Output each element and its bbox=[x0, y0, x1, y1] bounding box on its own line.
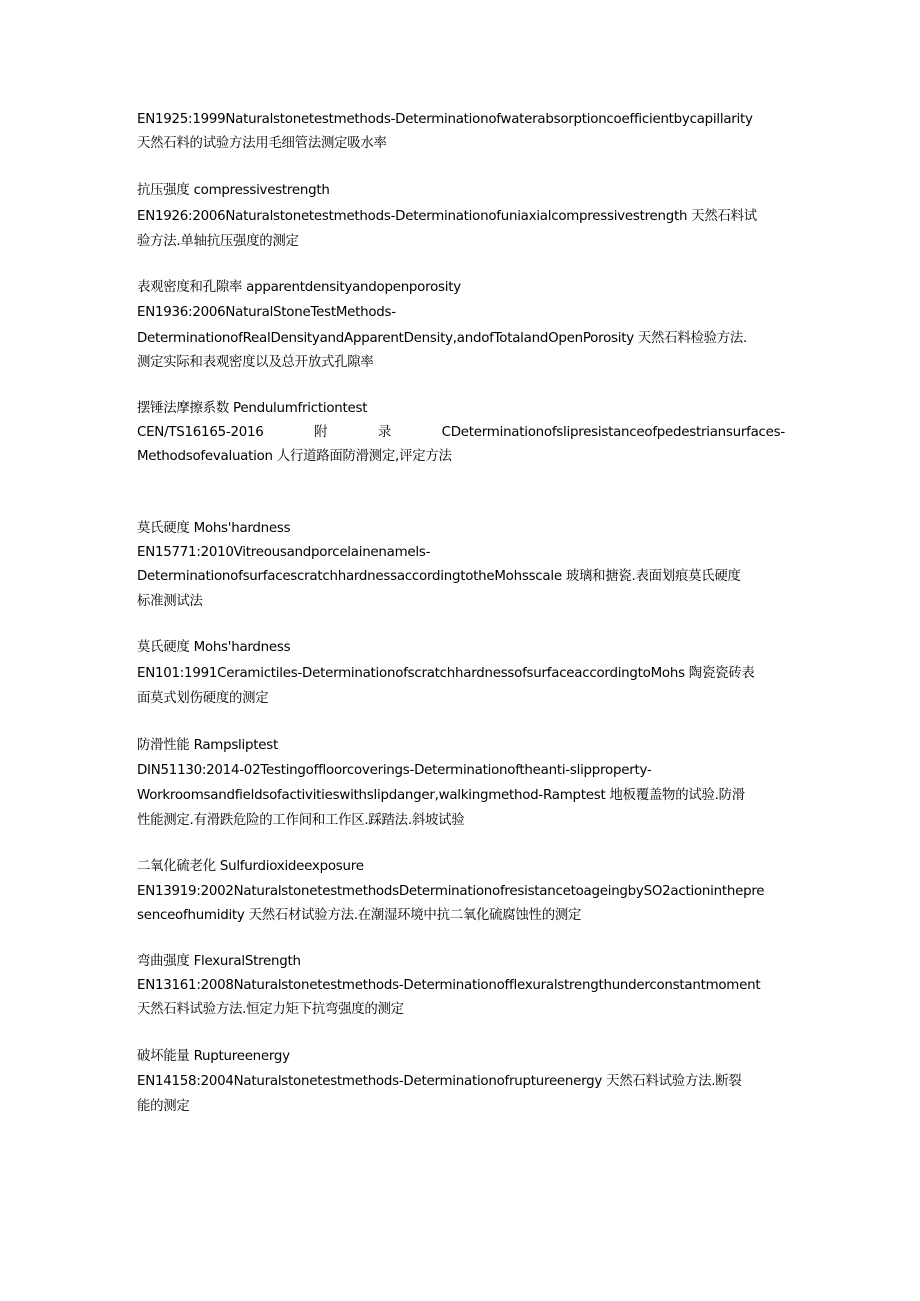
s0-line-0: EN1925:1999Naturalstonetestmethods-Determinationofwaterabsorptioncoefficientbycapillarity bbox=[137, 112, 753, 127]
s2-line-3: 测定实际和表观密度以及总开放式孔隙率 bbox=[137, 355, 374, 370]
s9-heading: 破坏能量 Ruptureenergy bbox=[137, 1049, 290, 1064]
s9-line-2: 能的测定 bbox=[137, 1099, 190, 1114]
s3-justified-line bbox=[137, 423, 785, 443]
s5-line-2: 面莫式划伤硬度的测定 bbox=[137, 691, 269, 706]
s5-heading: 莫氏硬度 Mohs'hardness bbox=[137, 640, 291, 655]
s2-line-2: DeterminationofRealDensityandApparentDensity,andofTotalandOpenPorosity 天然石料检验方法. bbox=[137, 331, 748, 346]
s3-std-code: CEN/TS16165-2016 bbox=[137, 425, 264, 440]
s6-line-1: DIN51130:2014-02Testingoffloorcoverings-Determinationoftheanti-slipproperty- bbox=[137, 763, 652, 778]
s7-heading: 二氧化硫老化 Sulfurdioxideexposure bbox=[137, 859, 364, 874]
s3-std-title: CDeterminationofslipresistanceofpedestriansurfaces- bbox=[441, 425, 785, 440]
s8-heading: 弯曲强度 FlexuralStrength bbox=[137, 954, 301, 969]
s6-heading: 防滑性能 Rampsliptest bbox=[137, 738, 278, 753]
s7-line-2: senceofhumidity 天然石材试验方法.在潮湿环境中抗二氧化硫腐蚀性的测定 bbox=[137, 908, 582, 923]
s8-line-2: 天然石料试验方法.恒定力矩下抗弯强度的测定 bbox=[137, 1002, 404, 1017]
s6-line-3: 性能测定.有滑跌危险的工作间和工作区.踩踏法.斜坡试验 bbox=[137, 813, 465, 828]
s8-line-1: EN13161:2008Naturalstonetestmethods-Determinationofflexuralstrengthunderconstantmoment bbox=[137, 978, 761, 993]
s1-line-1: EN1926:2006Naturalstonetestmethods-Determinationofuniaxialcompressivestrength 天然石料试 bbox=[137, 209, 757, 224]
s3-heading: 摆锤法摩擦系数 Pendulumfrictiontest bbox=[137, 401, 368, 416]
s4-line-2: DeterminationofsurfacescratchhardnessaccordingtotheMohsscale 玻璃和搪瓷.表面划痕莫氏硬度 bbox=[137, 569, 741, 584]
s3-line-tail: Methodsofevaluation 人行道路面防滑测定,评定方法 bbox=[137, 449, 452, 464]
s4-line-1: EN15771:2010Vitreousandporcelainenamels- bbox=[137, 545, 431, 560]
s2-line-1: EN1936:2006NaturalStoneTestMethods- bbox=[137, 305, 396, 320]
s4-heading: 莫氏硬度 Mohs'hardness bbox=[137, 521, 291, 536]
s1-line-2: 验方法.单轴抗压强度的测定 bbox=[137, 234, 299, 249]
s3-word-fu: 附 bbox=[314, 425, 328, 440]
s9-line-1: EN14158:2004Naturalstonetestmethods-Determinationofruptureenergy 天然石料试验方法.断裂 bbox=[137, 1074, 742, 1089]
s5-line-1: EN101:1991Ceramictiles-DeterminationofscratchhardnessofsurfaceaccordingtoMohs 陶瓷瓷砖表 bbox=[137, 666, 755, 681]
s7-line-1: EN13919:2002NaturalstonetestmethodsDeterminationofresistancetoageingbySO2actioninthepre bbox=[137, 884, 765, 899]
s1-heading: 抗压强度 compressivestrength bbox=[137, 183, 330, 198]
s3-word-lu: 录 bbox=[377, 425, 392, 440]
s0-line-1: 天然石料的试验方法用毛细管法测定吸水率 bbox=[137, 136, 387, 151]
s4-line-3: 标准测试法 bbox=[137, 594, 203, 609]
s2-heading: 表观密度和孔隙率 apparentdensityandopenporosity bbox=[137, 280, 461, 295]
s6-line-2: Workroomsandfieldsofactivitieswithslipdanger,walkingmethod-Ramptest 地板覆盖物的试验.防滑 bbox=[137, 788, 745, 803]
